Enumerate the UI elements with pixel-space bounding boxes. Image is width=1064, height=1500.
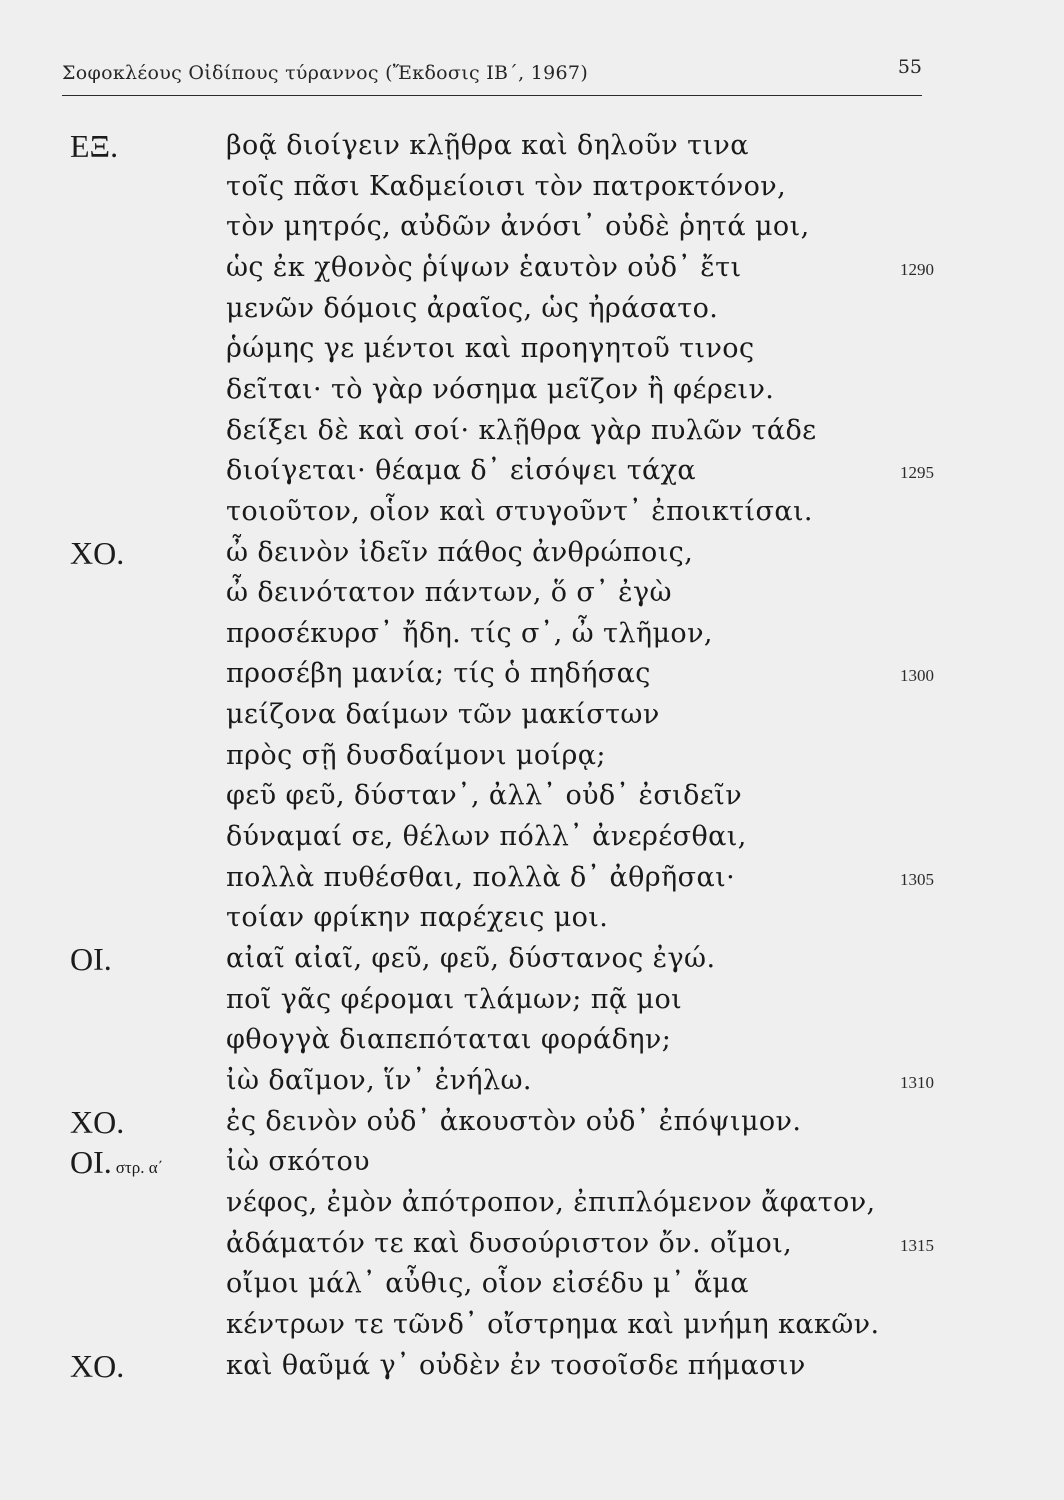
verse-line xyxy=(0,1183,1064,1223)
verse-text-line: πρὸς σῇ δυσδαίμονι μοίρᾳ; xyxy=(226,739,606,771)
verse-line xyxy=(0,1346,1064,1386)
verse-line xyxy=(0,167,1064,207)
verse-text-line: νέφος, ἐμὸν ἀπότροπον, ἐπιπλόμενον ἄφατον, xyxy=(226,1186,876,1218)
verse-text-line: ποῖ γᾶς φέρομαι τλάμων; πᾷ μοι xyxy=(226,983,683,1015)
verse-line xyxy=(0,898,1064,938)
page-number: 55 xyxy=(897,56,922,78)
line-number: 1315 xyxy=(900,1235,934,1255)
verse-text-line: τὸν μητρός, αὐδῶν ἀνόσι᾽ οὐδὲ ῥητά μοι, xyxy=(226,211,810,243)
verse-line xyxy=(0,695,1064,735)
verse-text-line: κέντρων τε τῶνδ᾽ οἴστρημα καὶ μνήμη κακῶν. xyxy=(226,1308,880,1340)
verse-line xyxy=(0,1224,1064,1264)
verse-text-line: τοῖς πᾶσι Καδμείοισι τὸν πατροκτόνον, xyxy=(226,170,787,202)
speaker-label: ΧΟ. xyxy=(70,1103,125,1140)
verse-text-line: ὡς ἐκ χθονὸς ῥίψων ἑαυτὸν οὐδ᾽ ἔτι xyxy=(226,251,742,283)
verse-line xyxy=(0,980,1064,1020)
verse-line xyxy=(0,736,1064,776)
verse-text-line: φεῦ φεῦ, δύσταν᾽, ἀλλ᾽ οὐδ᾽ ἐσιδεῖν xyxy=(226,780,743,812)
verse-text-line: ὦ δεινότατον πάντων, ὅ σ᾽ ἐγὼ xyxy=(226,577,672,609)
verse-text-line: ὦ δεινὸν ἰδεῖν πάθος ἀνθρώποις, xyxy=(226,536,694,568)
verse-line xyxy=(0,654,1064,694)
verse-text-line: προσέβη μανία; τίς ὁ πηδήσας xyxy=(226,658,651,690)
verse-line xyxy=(0,614,1064,654)
verse-text-line: αἰαῖ αἰαῖ, φεῦ, φεῦ, δύστανος ἐγώ. xyxy=(226,943,716,974)
line-number: 1310 xyxy=(900,1072,934,1092)
verse-line xyxy=(0,1264,1064,1304)
verse-line xyxy=(0,1020,1064,1060)
verse-text-line: μείζονα δαίμων τῶν μακίστων xyxy=(226,699,660,731)
verse-text-line: τοιοῦτον, οἷον καὶ στυγοῦντ᾽ ἐποικτίσαι. xyxy=(226,495,813,527)
verse-text-line: ῥώμης γε μέντοι καὶ προηγητοῦ τινος xyxy=(226,333,755,365)
verse-text-line: ἰὼ σκότου xyxy=(226,1146,370,1178)
verse-text-line: ἀδάματόν τε καὶ δυσούριστον ὄν. οἴμοι, xyxy=(226,1227,793,1259)
verse-line xyxy=(0,248,1064,288)
speaker-label: ΕΞ. xyxy=(70,128,119,164)
verse-line xyxy=(0,858,1064,898)
line-number: 1300 xyxy=(900,666,934,686)
line-number: 1305 xyxy=(900,869,934,889)
verse-text-line: τοίαν φρίκην παρέχεις μοι. xyxy=(226,902,609,934)
verse-text-line: βοᾷ διοίγειν κλῇθρα καὶ δηλοῦν τινα xyxy=(226,130,749,161)
verse-line xyxy=(0,329,1064,369)
verse-line xyxy=(0,939,1064,979)
verse-text-line: καὶ θαῦμά γ᾽ οὐδὲν ἐν τοσοῖσδε πήμασιν xyxy=(226,1349,806,1381)
verse-line xyxy=(0,370,1064,410)
verse-text-line: δείξει δὲ καὶ σοί· κλῇθρα γὰρ πυλῶν τάδε xyxy=(226,414,817,446)
verse-text-line: φθογγὰ διαπεπόταται φοράδην; xyxy=(226,1024,672,1056)
speaker-label: ΟΙ. στρ. α΄ xyxy=(70,1144,164,1181)
verse-line xyxy=(0,1142,1064,1182)
verse-line xyxy=(0,289,1064,329)
verse-line xyxy=(0,573,1064,613)
running-title: Σοφοκλέους Οἰδίπους τύραννος (Ἔκδοσις ΙΒ΄, 1967) xyxy=(62,62,589,84)
verse-text-line: οἴμοι μάλ᾽ αὖθις, οἷον εἰσέδυ μ᾽ ἅμα xyxy=(226,1268,749,1300)
verse-line xyxy=(0,492,1064,532)
verse-text-line: ἰὼ δαῖμον, ἵν᾽ ἐνήλω. xyxy=(226,1064,532,1096)
verse-text-line: δύναμαί σε, θέλων πόλλ᾽ ἀνερέσθαι, xyxy=(226,821,747,852)
verse-text-line: δεῖται· τὸ γὰρ νόσημα μεῖζον ἢ φέρειν. xyxy=(226,373,775,405)
verse-text-line: μενῶν δόμοις ἀραῖος, ὡς ἠράσατο. xyxy=(226,292,719,324)
strophe-note: στρ. α΄ xyxy=(115,1158,164,1178)
verse-line xyxy=(0,776,1064,816)
verse-line xyxy=(0,1305,1064,1345)
speaker-label: ΧΟ. xyxy=(70,534,125,571)
line-number: 1290 xyxy=(900,259,934,279)
verse-line xyxy=(0,1061,1064,1101)
verse-text-line: πολλὰ πυθέσθαι, πολλὰ δ᾽ ἀθρῆσαι· xyxy=(226,861,736,893)
verse-line xyxy=(0,1102,1064,1142)
speaker-label: ΧΟ. xyxy=(70,1347,125,1384)
speaker-label: ΟΙ. xyxy=(70,941,112,977)
verse-text-line: προσέκυρσ᾽ ἤδη. τίς σ᾽, ὦ τλῆμον, xyxy=(226,617,713,649)
verse-line xyxy=(0,126,1064,166)
verse-text-line: διοίγεται· θέαμα δ᾽ εἰσόψει τάχα xyxy=(226,455,697,487)
verse-line xyxy=(0,817,1064,857)
verse-line xyxy=(0,451,1064,491)
line-number: 1295 xyxy=(900,463,934,483)
verse-line xyxy=(0,411,1064,451)
verse-text-line: ἐς δεινὸν οὐδ᾽ ἀκουστὸν οὐδ᾽ ἐπόψιμον. xyxy=(226,1105,802,1137)
verse-line xyxy=(0,533,1064,573)
verse-line xyxy=(0,207,1064,247)
